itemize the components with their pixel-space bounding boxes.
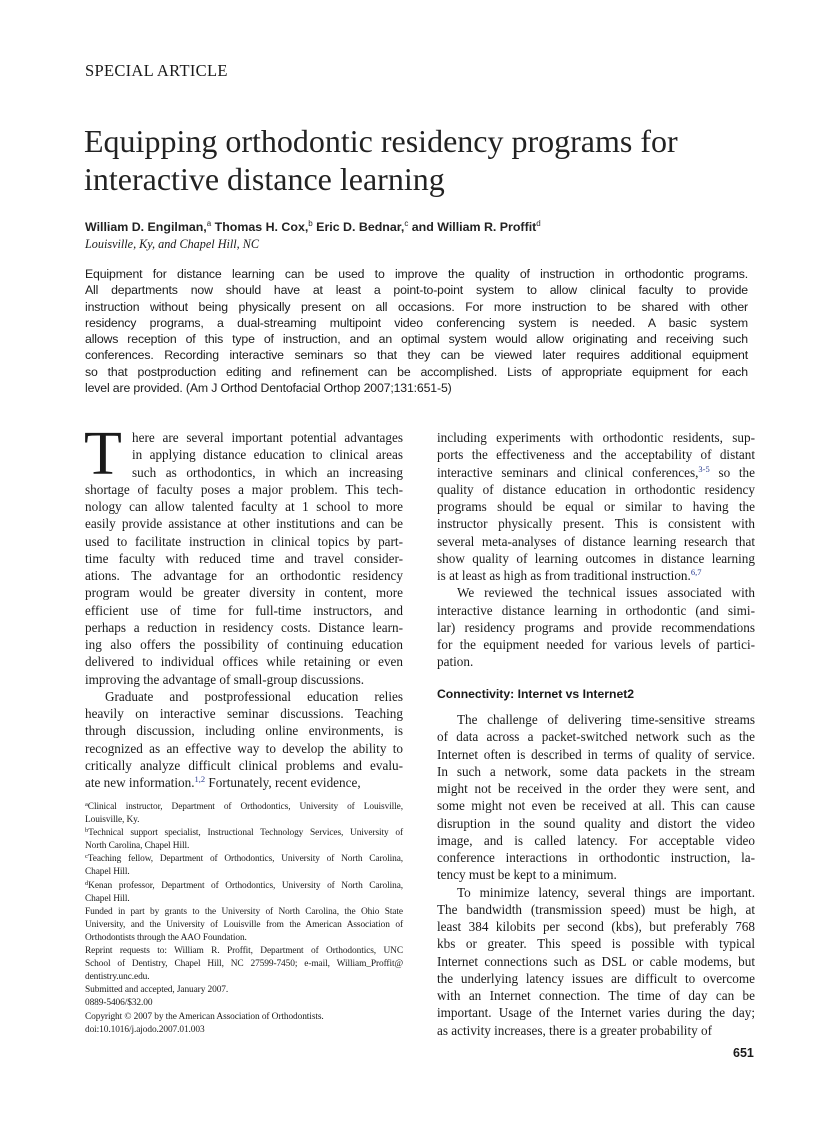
footnote-line (85, 866, 403, 879)
section-label: SPECIAL ARTICLE (85, 61, 228, 80)
abstract-line: level are provided. (Am J Orthod Dentofacial Orthop 2007;131:651-5) (85, 381, 452, 396)
footnote-text: School of Dentistry, Chapel Hill, NC 27599-7450; e-mail, William_Proffit@ (85, 959, 403, 970)
text-line: image, and is called latency. For acceptable video (437, 832, 755, 848)
citation-link[interactable]: 3-5 (698, 463, 710, 474)
text-line: here are several important potential advantages (132, 430, 403, 445)
footnote-marker: c (85, 853, 88, 861)
footnote (85, 984, 403, 997)
footnote-text: Louisville, Ky. (85, 815, 140, 826)
text-segment: ate new information. (85, 775, 195, 790)
text-line: conference interactions in orthodontic instruction, la- (437, 850, 755, 865)
footnote-text: Teaching fellow, Department of Orthodontics, University of North Carolina, (87, 854, 403, 865)
text-line: easily provide assistance at other institutions and can be (85, 516, 403, 532)
citation-link[interactable]: 6,7 (690, 567, 702, 577)
text-line (85, 774, 403, 791)
footnote-text: Technical support specialist, Instructional Technology Services, University of (88, 828, 403, 839)
text-line: as activity increases, there is a greater probability of (437, 1022, 712, 1038)
text-line: quality of distance education in orthodontic residency (437, 481, 755, 497)
body-column-right-section (437, 711, 755, 1039)
text-line: programs should be equal or similar to having the (437, 499, 755, 514)
text-line: some might not even be received at all. This can cause (437, 798, 755, 814)
footnote-text: doi:10.1016/j.ajodo.2007.01.003 (85, 1024, 205, 1035)
paragraph (85, 429, 403, 688)
article-title (84, 122, 678, 198)
footnote-marker: d (85, 879, 89, 887)
footnote-text: 0889-5406/$32.00 (85, 998, 153, 1009)
text-line: efficient use of time for full-time instructors, and (85, 602, 403, 618)
text-line: We reviewed the technical issues associated with (457, 585, 755, 601)
abstract-line: conferences. Recording interactive seminars so that they can be viewed later requires additional equipment (85, 348, 748, 363)
body-column-right (437, 429, 755, 671)
footnote-text: Kenan professor, Department of Orthodontics, University of North Carolina, (88, 880, 403, 891)
footnote-marker: b (85, 827, 89, 835)
footnote-line (85, 814, 403, 827)
footnote-line (85, 1011, 403, 1024)
text-line: in applying distance education to clinical areas (132, 447, 403, 463)
footnote (85, 827, 403, 853)
text-line (437, 464, 755, 481)
footnote-text: Chapel Hill. (85, 893, 130, 904)
footnote (85, 1011, 403, 1024)
paragraph (437, 584, 755, 670)
abstract-line: residency programs, a dual-streaming multipoint video conferencing system is needed. A basic system (85, 315, 748, 330)
footnote-text: Clinical instructor, Department of Orthodontics, University of Louisville, (87, 802, 403, 812)
text-line: shortage of faculty poses a major problem. This tech- (85, 481, 403, 497)
footnote-line (85, 932, 403, 945)
text-segment: so the (709, 464, 755, 480)
text-line: ations. The advantage for an orthodontic residency (85, 568, 403, 583)
text-line: tency must be kept to a minimum. (437, 867, 617, 883)
text-line: with an Internet connection. The time of day can be (437, 988, 755, 1003)
text-line: of data across a packet-switched network such as the (437, 729, 755, 745)
footnote-text: Submitted and accepted, January 2007. (85, 985, 229, 996)
text-line: least 384 kilobits per second (kbs), but preferably 768 (437, 919, 755, 934)
text-line: time faculty with reduced time and travel consider- (85, 550, 403, 566)
text-line: The challenge of delivering time-sensitive streams (457, 712, 755, 727)
text-line: ing also offers the possibility of continuing education (85, 637, 403, 652)
footnote-line (85, 958, 403, 971)
footnote-text: Copyright © 2007 by the American Association of Orthodontists. (85, 1011, 324, 1022)
section-heading: Connectivity: Internet vs Internet2 (437, 687, 635, 701)
text-line: program would be greater diversity in content, more (85, 585, 403, 601)
footnote-line (85, 893, 403, 906)
author-affiliation-marker: c (404, 219, 409, 228)
footnote-line (85, 971, 403, 984)
footnote (85, 880, 403, 906)
footnote-line (85, 919, 403, 932)
paragraph (437, 711, 755, 884)
paragraph (85, 688, 403, 792)
text-line: Graduate and postprofessional education relies (105, 688, 403, 704)
text-line: The bandwidth (transmission speed) must be high, at (437, 901, 755, 917)
footnote-text: University, and the University of Louisville from the American Association of (85, 919, 403, 930)
footnote-line (85, 827, 403, 840)
text-line (437, 567, 755, 584)
citation-link[interactable]: 1,2 (194, 774, 206, 784)
footnote-text: Reprint requests to: William R. Proffit, Department of Orthodontics, UNC (85, 946, 403, 957)
abstract-line: All departments now should have at least a point-to-point system to allow clinical faculty to provide (85, 283, 748, 298)
text-line: To minimize latency, several things are important. (457, 884, 755, 900)
text-line: nology can allow talented faculty at 1 school to more (85, 499, 403, 514)
footnote-line (85, 997, 403, 1010)
footnote-text: Orthodontists through the AAO Foundation. (85, 932, 247, 943)
abstract-line: instruction without being physically present on all occasions. For more instruction to be shared with other (85, 299, 748, 314)
text-line: delivered to individual offices while retaining or even (85, 654, 403, 670)
footnote-text: North Carolina, Chapel Hill. (85, 841, 190, 852)
title-line: Equipping orthodontic residency programs for (84, 123, 678, 159)
text-line: instructor physically present. This is consistent with (437, 516, 755, 532)
footnote (85, 801, 403, 827)
abstract (85, 266, 748, 396)
author-list (85, 220, 541, 234)
text-line: including experiments with orthodontic residents, sup- (437, 430, 755, 445)
page-number: 651 (733, 1046, 754, 1060)
author-name: Thomas H. Cox, (211, 220, 309, 234)
footnote-line (85, 853, 403, 866)
footnotes (85, 801, 403, 1037)
author-name: Eric D. Bednar, (312, 220, 405, 234)
text-line: recognized as an effective way to develop the ability to (85, 740, 403, 756)
footnote (85, 906, 403, 945)
abstract-line: so that postproduction editing and refinement can be accomplished. Lists of appropriate equipment for each (85, 364, 748, 379)
author-affiliation-marker: d (536, 219, 541, 228)
text-line: for the equipment needed for various levels of partici- (437, 637, 755, 652)
footnote-line (85, 840, 403, 853)
text-line: show quality of learning outcomes in distance learning (437, 550, 755, 566)
text-line: used to facilitate instruction in clinical topics by part- (85, 533, 403, 549)
footnote-line (85, 906, 403, 919)
text-line: interactive distance learning in orthodontic (and simi- (437, 602, 755, 618)
text-line: perhaps a reduction in residency costs. Distance learn- (85, 619, 403, 635)
author-name: and William R. Proffit (408, 220, 537, 234)
abstract-line: allows reception of this type of instruction, and an optimal system would allow originating and receiving such (85, 332, 748, 347)
footnote-line (85, 880, 403, 893)
text-segment: Fortunately, recent evidence, (205, 775, 361, 790)
footnote-line (85, 984, 403, 997)
footnote-text: Chapel Hill. (85, 867, 130, 878)
text-line: through discussion, including online environments, is (85, 723, 403, 739)
footnote-line (85, 945, 403, 958)
text-line: critically analyze difficult clinical problems and evalu- (85, 757, 403, 773)
text-line: important. Usage of the Internet varies during the day; (437, 1005, 755, 1021)
abstract-line: Equipment for distance learning can be used to improve the quality of instruction in orthodontic programs. (85, 267, 748, 281)
author-name: William D. Engilman, (85, 220, 207, 234)
paragraph (437, 429, 755, 584)
text-line: ports the effectiveness and the acceptability of distant (437, 447, 755, 463)
text-line: pation. (437, 654, 474, 670)
text-line: improving the advantage of small-group discussions. (85, 671, 365, 687)
text-line: disruption in the sound quality and distort the video (437, 815, 755, 831)
footnote (85, 1024, 403, 1037)
text-line: Internet connections such as DSL or cable modems, but (437, 953, 755, 969)
text-line: kbs or greater. This speed is possible with typical (437, 936, 755, 952)
text-line: such as orthodontics, in which an increasing (132, 464, 403, 480)
author-affiliation-marker: a (206, 219, 212, 228)
text-line: several meta-analyses of distance learning research that (437, 533, 755, 549)
footnote-text: dentistry.unc.edu. (85, 972, 150, 983)
text-line: might not be received in the order they were sent, and (437, 781, 755, 796)
author-affiliation-marker: b (308, 219, 313, 228)
footnote-text: Funded in part by grants to the University of North Carolina, the Ohio State (85, 906, 403, 917)
footnote (85, 997, 403, 1010)
footnote (85, 945, 403, 984)
drop-cap: T (84, 420, 122, 488)
text-line: Internet often is described in terms of quality of service. (437, 746, 755, 762)
paragraph (437, 884, 755, 1039)
footnote-marker: a (85, 801, 88, 808)
text-segment: interactive seminars and clinical conferences, (437, 464, 699, 480)
footnote (85, 853, 403, 879)
title-line: interactive distance learning (84, 161, 445, 197)
text-line: heavily on interactive seminar discussions. Teaching (85, 706, 403, 721)
body-column-left (84, 420, 403, 791)
text-line: In such a network, some data packets in the stream (437, 763, 755, 779)
footnote-line (85, 1024, 403, 1037)
text-line: the underlying latency issues are difficult to overcome (437, 970, 755, 986)
footnote-line (85, 801, 403, 814)
text-line: lar) residency programs and provide recommendations (437, 619, 755, 635)
author-location: Louisville, Ky, and Chapel Hill, NC (85, 237, 260, 251)
text-segment: is at least as high as from traditional instruction. (437, 568, 691, 583)
